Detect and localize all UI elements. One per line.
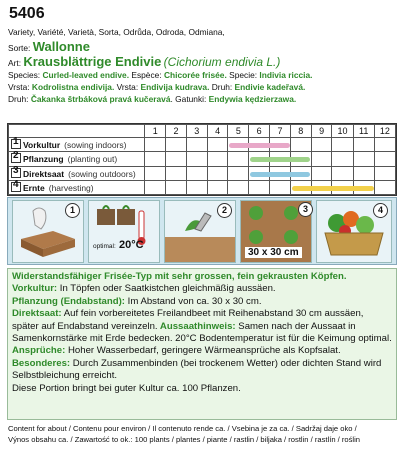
species-line-1 [8, 70, 312, 80]
illustration-strip [7, 197, 397, 265]
variety-line: Variety, Variété, Varietà, Sorta, Odrůda, Odroda, Odmiana, [8, 27, 225, 37]
species-line-3 [8, 94, 296, 104]
art-latin: (Cichorium endivia L.) [163, 55, 281, 69]
step-number: 3 [298, 202, 313, 217]
month-header: 5 [228, 125, 249, 138]
instr-direktsaat: Direktsaat: Auf fein vorbereitetes Freilandbeet mit Reihenabstand 30 cm aussäen, später auf Endabstand vereinzeln. Aussaathinweis: Samen nach der Aussaat in Samenkornstärke mit Erde bedecken. 20°C Bodentemperatur ist für die Keimung optimal. Ansprüche: Hoher Wasserbedarf, geringere Wärmeansprüche als Kopfsalat. Besonderes: Durch Zusammenbinden (bei trockenem Wetter) oder dichten Stand wird Selbstbleichung erreicht. [12, 308, 392, 382]
calendar-row-ernte: 4 Ernte (harvesting) [9, 180, 145, 194]
calendar-row-direktsaat: 3 Direktsaat (sowing outdoors) [9, 166, 145, 180]
species-value: Endywia kędzierzawa. [208, 94, 297, 104]
step-number: 4 [373, 203, 388, 218]
month-header: 6 [249, 125, 270, 138]
panel-temperature [88, 200, 160, 263]
art-label: Art: [8, 58, 22, 68]
footer-line-1: Content for about / Contenu pour environ / Il contenuto rende ca. / Vsebina je za ca. / Sadržaj daje oko / [8, 424, 357, 433]
calendar-corner [9, 125, 145, 138]
species-value: Curled-leaved endive. [42, 70, 130, 80]
calendar-row-vorkultur: 1 Vorkultur (sowing indoors) [9, 138, 145, 152]
footer-content [8, 424, 360, 446]
art-row [8, 54, 280, 69]
spacing-value: 30 x 30 cm [245, 247, 302, 258]
species-label: . Gatunki: [170, 94, 207, 104]
species-label: Druh: [8, 94, 29, 104]
footer-line-2: Výnos obsahu ca. / Zawartość to ok.: 100 plants / plantes / piante / rastlin / biljaka / rostlin / rastlín / roślin [8, 434, 361, 444]
species-label: Vrsta: [8, 82, 30, 92]
art-value: Krausblättrige Endivie [23, 54, 162, 69]
instr-portion: Diese Portion bringt bei guter Kultur ca. 100 Pflanzen. [12, 382, 241, 394]
step-number: 2 [217, 203, 232, 218]
instr-pflanzung: Pflanzung (Endabstand): Im Abstand von ca. 30 x 30 cm. [12, 295, 262, 307]
sowing-calendar [7, 123, 397, 196]
sorte-row [8, 39, 90, 54]
species-value: Endivija kudrava. [140, 82, 210, 92]
species-value: Indivia riccia. [259, 70, 313, 80]
species-value: Endivie kadeřavá. [234, 82, 306, 92]
month-header: 10 [332, 125, 353, 138]
month-header: 9 [311, 125, 332, 138]
temperature-value: 20°C [119, 239, 144, 251]
headline: Widerstandsfähiger Frisée-Typ mit sehr grossen, fein gekrausten Köpfen. [12, 271, 347, 282]
species-value: Kodrolistna endivija. [31, 82, 115, 92]
calendar-row-pflanzung: 2 Pflanzung (planting out) [9, 152, 145, 166]
species-value: Chicorée frisée. [163, 70, 227, 80]
month-header: 7 [270, 125, 291, 138]
pots-icon [89, 201, 159, 262]
month-header: 1 [145, 125, 166, 138]
species-label: Species: [8, 70, 41, 80]
step-number: 1 [65, 203, 80, 218]
month-header: 11 [353, 125, 374, 138]
instructions-box [7, 268, 397, 420]
sorte-label: Sorte: [8, 43, 31, 53]
product-code: 5406 [9, 5, 45, 22]
species-label: Vrsta: [116, 82, 139, 92]
species-label: Druh: [211, 82, 233, 92]
optimal-label: optimal: [93, 243, 116, 250]
species-line-2 [8, 82, 305, 92]
species-label: Espèce: [131, 70, 162, 80]
panel-planting-out [164, 200, 236, 263]
panel-harvest [316, 200, 392, 263]
sorte-value: Wallonne [32, 39, 90, 54]
month-header: 12 [374, 125, 395, 138]
panel-sowing-indoors [12, 200, 84, 263]
month-header: 4 [207, 125, 228, 138]
month-header: 2 [166, 125, 187, 138]
month-header: 3 [186, 125, 207, 138]
month-header: 8 [290, 125, 311, 138]
species-value: Čakanka štrbáková pravá kučeravá [30, 94, 171, 104]
species-label: Specie: [229, 70, 258, 80]
instr-vorkultur: Vorkultur: In Töpfen oder Saatkistchen gleichmäßig aussäen. [12, 283, 276, 295]
